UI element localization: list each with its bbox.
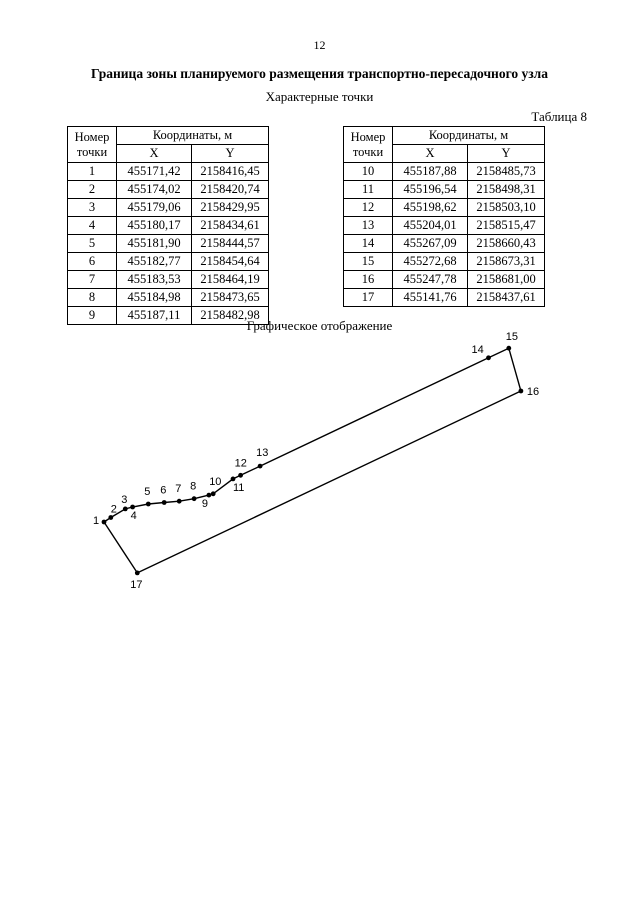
cell-y: 2158503,10	[468, 199, 545, 217]
header-coordinates: Координаты, м	[117, 127, 269, 145]
cell-x: 455272,68	[393, 253, 468, 271]
cell-y: 2158429,95	[192, 199, 269, 217]
vertex-label: 14	[471, 343, 484, 356]
cell-point-number: 13	[344, 217, 393, 235]
header-x: X	[393, 145, 468, 163]
cell-x: 455171,42	[117, 163, 192, 181]
vertex-label: 4	[130, 510, 137, 522]
header-number-line1: Номер	[350, 129, 386, 144]
vertex-point	[258, 464, 263, 469]
vertex-point	[211, 491, 216, 496]
header-x: X	[117, 145, 192, 163]
vertex-point	[162, 500, 167, 505]
vertex-point	[238, 473, 243, 478]
cell-point-number: 7	[68, 271, 117, 289]
header-number-line2: точки	[76, 144, 108, 159]
cell-x: 455174,02	[117, 181, 192, 199]
cell-x: 455196,54	[393, 181, 468, 199]
cell-point-number: 8	[68, 289, 117, 307]
cell-point-number: 2	[68, 181, 117, 199]
cell-point-number: 14	[344, 235, 393, 253]
cell-x: 455179,06	[117, 199, 192, 217]
vertex-label: 11	[233, 481, 245, 494]
vertex-label: 17	[130, 578, 143, 591]
page-number: 12	[313, 38, 326, 52]
cell-point-number: 16	[344, 271, 393, 289]
vertex-label: 10	[209, 475, 222, 488]
cell-y: 2158464,19	[192, 271, 269, 289]
cell-y: 2158416,45	[192, 163, 269, 181]
header-coordinates: Координаты, м	[393, 127, 545, 145]
vertex-label: 2	[110, 503, 117, 516]
vertex-point	[231, 477, 236, 482]
cell-point-number: 6	[68, 253, 117, 271]
header-number-line2: точки	[352, 144, 384, 159]
vertex-label: 5	[144, 486, 151, 498]
cell-x: 455247,78	[393, 271, 468, 289]
cell-x: 455204,01	[393, 217, 468, 235]
cell-y: 2158454,64	[192, 253, 269, 271]
vertex-point	[207, 493, 212, 498]
table-label: Таблица 8	[531, 109, 587, 124]
boundary-vertices	[93, 331, 539, 591]
cell-x: 455183,53	[117, 271, 192, 289]
cell-y: 2158660,43	[468, 235, 545, 253]
vertex-point	[519, 389, 524, 394]
cell-y: 2158673,31	[468, 253, 545, 271]
cell-point-number: 5	[68, 235, 117, 253]
cell-y: 2158498,31	[468, 181, 545, 199]
cell-x: 455184,98	[117, 289, 192, 307]
vertex-point	[177, 499, 182, 504]
cell-point-number: 1	[68, 163, 117, 181]
vertex-label: 7	[175, 483, 182, 496]
document-title: Граница зоны планируемого размещения транспортно-пересадочного узла	[90, 66, 549, 81]
vertex-label: 15	[505, 331, 519, 344]
vertex-point	[102, 520, 107, 525]
vertex-label: 12	[234, 457, 247, 470]
cell-y: 2158434,61	[192, 217, 269, 235]
cell-x: 455181,90	[117, 235, 192, 253]
cell-x: 455198,62	[393, 199, 468, 217]
graphic-caption: Графическое отображение	[246, 318, 393, 333]
cell-y: 2158437,61	[468, 289, 545, 307]
cell-x: 455267,09	[393, 235, 468, 253]
vertex-label: 9	[201, 498, 209, 511]
vertex-label: 13	[256, 447, 269, 460]
header-number-line1: Номер	[74, 129, 110, 144]
cell-y: 2158681,00	[468, 271, 545, 289]
cell-point-number: 12	[344, 199, 393, 217]
header-y: Y	[192, 145, 269, 163]
cell-x: 455187,88	[393, 163, 468, 181]
cell-y: 2158420,74	[192, 181, 269, 199]
cell-point-number: 15	[344, 253, 393, 271]
header-y: Y	[468, 145, 545, 163]
cell-y: 2158482,98	[192, 307, 269, 325]
cell-point-number: 3	[68, 199, 117, 217]
vertex-point	[192, 496, 197, 501]
cell-x: 455180,17	[117, 217, 192, 235]
vertex-label: 1	[93, 515, 100, 527]
cell-x: 455187,11	[117, 307, 192, 325]
boundary-polygon	[104, 348, 521, 573]
vertex-label: 6	[160, 484, 167, 497]
cell-y: 2158444,57	[192, 235, 269, 253]
cell-y: 2158485,73	[468, 163, 545, 181]
cell-point-number: 9	[68, 307, 117, 325]
cell-point-number: 4	[68, 217, 117, 235]
vertex-point	[130, 505, 135, 510]
cell-point-number: 10	[344, 163, 393, 181]
vertex-point	[486, 355, 491, 360]
document-subtitle: Характерные точки	[265, 89, 374, 104]
vertex-point	[506, 346, 511, 351]
cell-y: 2158473,65	[192, 289, 269, 307]
vertex-label: 3	[121, 493, 128, 506]
cell-x: 455141,76	[393, 289, 468, 307]
vertex-label: 16	[526, 386, 540, 398]
cell-point-number: 11	[344, 181, 393, 199]
vertex-point	[123, 507, 128, 512]
vertex-label: 8	[190, 480, 197, 493]
vertex-point	[135, 571, 140, 576]
vertex-point	[108, 515, 113, 520]
vertex-point	[146, 502, 151, 507]
cell-point-number: 17	[344, 289, 393, 307]
cell-x: 455182,77	[117, 253, 192, 271]
cell-y: 2158515,47	[468, 217, 545, 235]
